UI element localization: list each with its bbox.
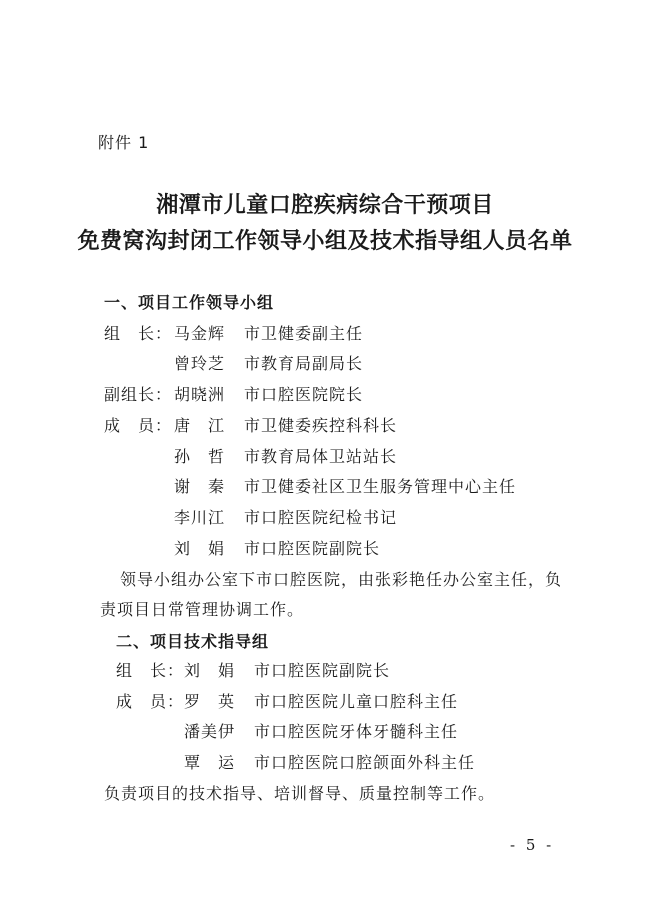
member-position: 市卫健委社区卫生服务管理中心主任 (244, 477, 517, 496)
member-role: 组 长： (104, 324, 173, 343)
member-name: 孙 哲 (174, 447, 226, 466)
member-name: 覃 运 (184, 753, 236, 772)
member-position: 市教育局体卫站站长 (244, 447, 398, 466)
member-position: 市口腔医院纪检书记 (244, 508, 398, 527)
member-name: 曾玲芝 (174, 354, 226, 373)
attachment-label: 附件 1 (98, 133, 150, 152)
member-name: 唐 江 (174, 416, 226, 435)
member-role: 成 员： (116, 692, 185, 711)
section-1-heading: 一、项目工作领导小组 (104, 293, 275, 312)
document-title-line-1: 湘潭市儿童口腔疾病综合干预项目 (156, 192, 494, 218)
member-position: 市卫健委副主任 (244, 324, 364, 343)
member-position: 市口腔医院副院长 (244, 539, 381, 558)
section-1-note-line-1: 领导小组办公室下市口腔医院，由张彩艳任办公室主任，负 (120, 570, 563, 589)
member-name: 马金辉 (174, 324, 226, 343)
member-position: 市口腔医院儿童口腔科主任 (254, 692, 459, 711)
member-position: 市卫健委疾控科科长 (244, 416, 398, 435)
section-2-heading: 二、项目技术指导组 (116, 632, 270, 651)
section-1-note-line-2: 责项目日常管理协调工作。 (100, 600, 305, 619)
member-name: 谢 秦 (174, 477, 226, 496)
member-name: 刘 娟 (174, 539, 226, 558)
member-name: 胡晓洲 (174, 385, 226, 404)
member-name: 李川江 (174, 508, 226, 527)
member-position: 市口腔医院院长 (244, 385, 364, 404)
member-position: 市口腔医院牙体牙髓科主任 (254, 722, 459, 741)
member-role: 成 员： (104, 416, 173, 435)
member-name: 潘美伊 (184, 722, 236, 741)
page-number: - 5 - (510, 836, 555, 854)
member-position: 市教育局副局长 (244, 354, 364, 373)
member-name: 刘 娟 (184, 661, 236, 680)
member-role: 组 长： (116, 661, 185, 680)
member-position: 市口腔医院副院长 (254, 661, 391, 680)
section-2-note: 负责项目的技术指导、培训督导、质量控制等工作。 (104, 784, 496, 803)
document-title-line-2: 免费窝沟封闭工作领导小组及技术指导组人员名单 (77, 228, 573, 254)
member-position: 市口腔医院口腔颌面外科主任 (254, 753, 476, 772)
member-role: 副组长： (104, 385, 173, 404)
member-name: 罗 英 (184, 692, 236, 711)
